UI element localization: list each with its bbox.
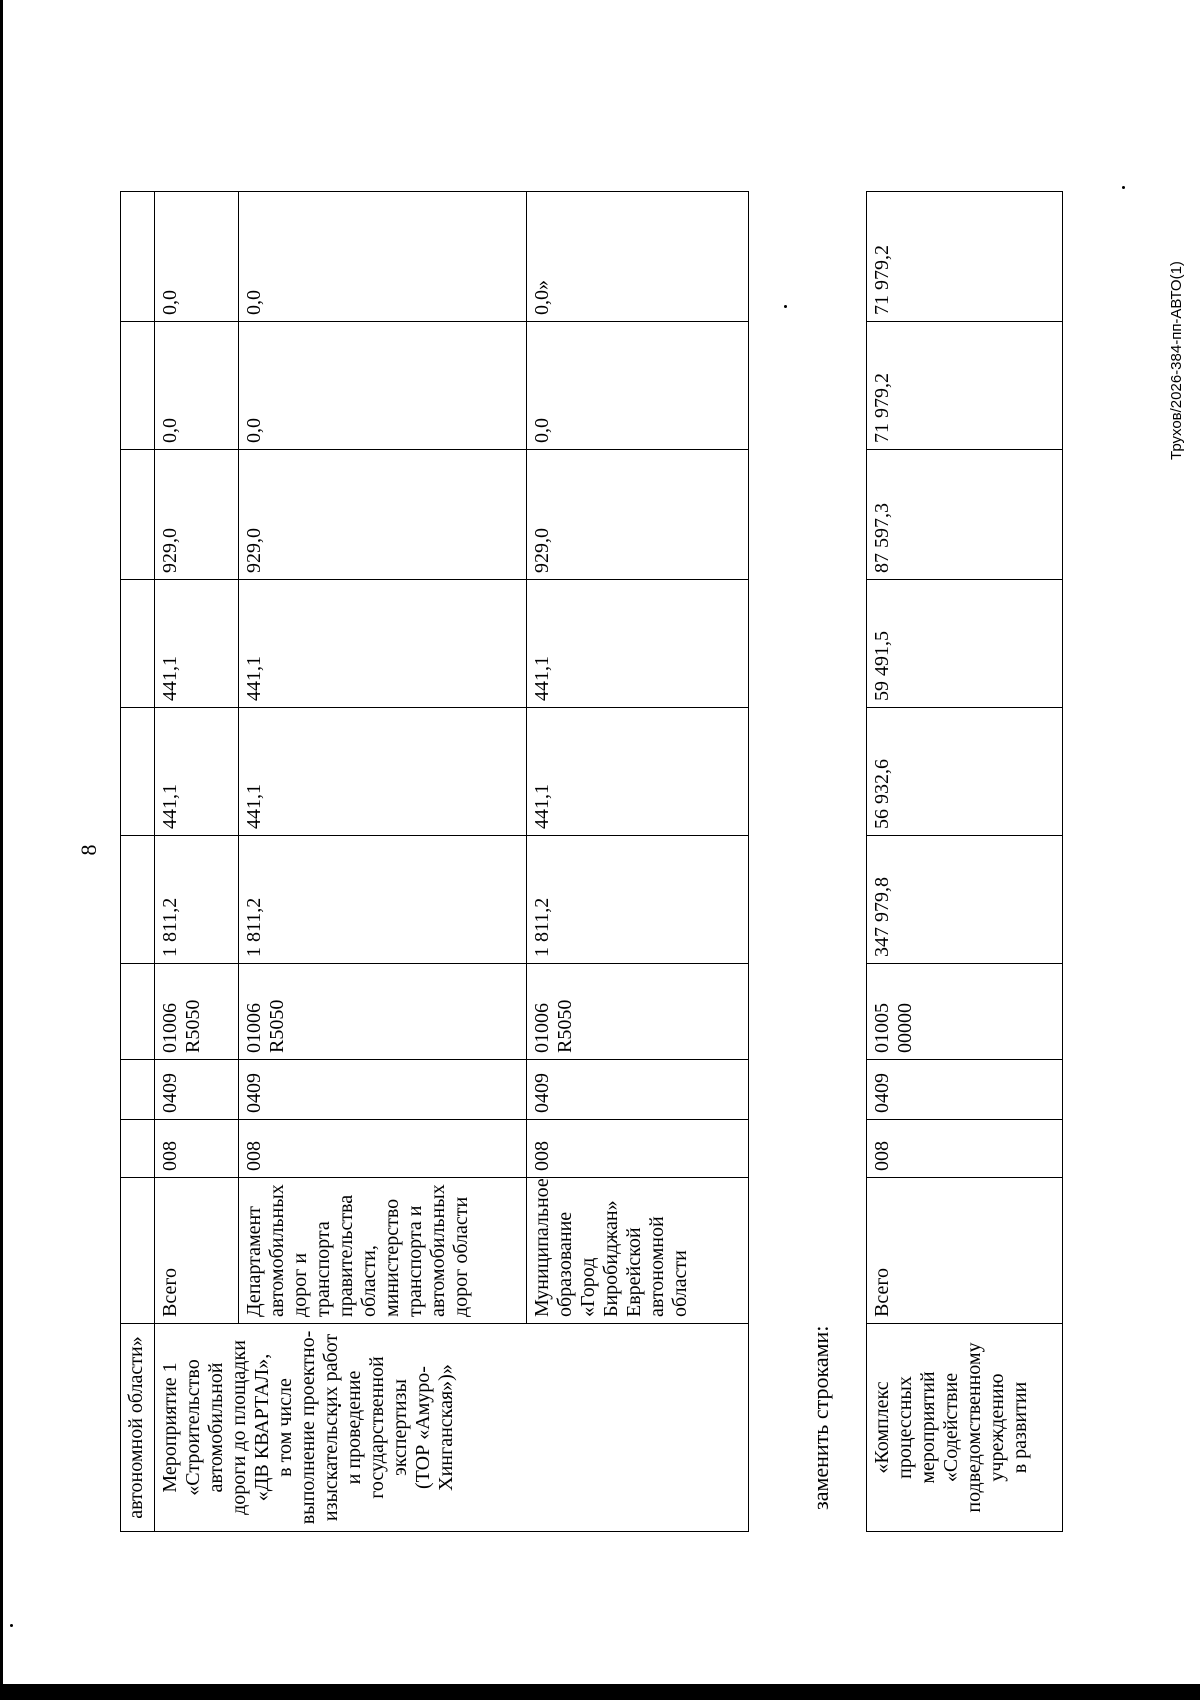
budget-table-top: [120, 191, 749, 1532]
code-cell: 0409: [155, 1060, 239, 1120]
budget-table-bottom: [866, 191, 1063, 1532]
source-cell: Муниципальное образование «Город Биробиджан» Еврейской автономной области: [527, 1178, 749, 1324]
value-cell: 441,1: [155, 708, 239, 836]
value-cell: 0,0: [527, 322, 749, 450]
code-cell: 008: [155, 1120, 239, 1178]
value-cell: 1 811,2: [527, 836, 749, 964]
code-cell: 01006 R5050: [239, 964, 527, 1060]
value-cell: 0,0: [239, 322, 527, 450]
document-code: Трухов/2026-384-пп-АВТО(1): [1168, 261, 1185, 460]
code-cell: 008: [867, 1120, 1063, 1178]
code-cell: 008: [239, 1120, 527, 1178]
value-cell: 441,1: [527, 708, 749, 836]
table-row: [121, 192, 155, 1532]
header-cell: автономной области»: [121, 1324, 155, 1532]
replace-instruction: заменить строками:: [808, 1325, 833, 1510]
value-cell: 1 811,2: [155, 836, 239, 964]
value-cell: 929,0: [239, 450, 527, 580]
source-cell: Всего: [155, 1178, 239, 1324]
code-cell: 0409: [239, 1060, 527, 1120]
value-cell: 929,0: [155, 450, 239, 580]
code-cell: 0409: [867, 1060, 1063, 1120]
page-number: 8: [76, 844, 101, 856]
value-cell: 59 491,5: [867, 580, 1063, 708]
code-cell: 0409: [527, 1060, 749, 1120]
value-cell: 0,0: [239, 192, 527, 322]
table-row: [155, 192, 239, 1532]
event-label-cell: «Комплекс процесcных мероприятий «Содействие подведомственному учреждению в развитии: [867, 1324, 1063, 1532]
code-cell: 01005 00000: [867, 964, 1063, 1060]
value-cell: 56 932,6: [867, 708, 1063, 836]
source-cell: Департамент автомобильных дорог и транспорта правительства области, министерство транспорта и автомобильных дорог области: [239, 1178, 527, 1324]
value-cell: 929,0: [527, 450, 749, 580]
value-cell: 347 979,8: [867, 836, 1063, 964]
value-cell: 441,1: [239, 708, 527, 836]
code-cell: 01006 R5050: [155, 964, 239, 1060]
value-cell: 441,1: [239, 580, 527, 708]
event-label-cell: Мероприятие 1 «Строительство автомобильной дороги до площадки «ДВ КВАРТАЛ», в том числе выполнение проектно- изыскательских работ и проведение государственной экспертизы (ТОР «Амуро- Хинганская»)»: [155, 1324, 749, 1532]
table-row: [867, 192, 1063, 1532]
value-cell: 0,0»: [527, 192, 749, 322]
value-cell: 0,0: [155, 192, 239, 322]
code-cell: 01006 R5050: [527, 964, 749, 1060]
value-cell: 71 979,2: [867, 322, 1063, 450]
code-cell: 008: [527, 1120, 749, 1178]
value-cell: 441,1: [155, 580, 239, 708]
value-cell: 1 811,2: [239, 836, 527, 964]
value-cell: 87 597,3: [867, 450, 1063, 580]
value-cell: 441,1: [527, 580, 749, 708]
value-cell: 0,0: [155, 322, 239, 450]
source-cell: Всего: [867, 1178, 1063, 1324]
value-cell: 71 979,2: [867, 192, 1063, 322]
